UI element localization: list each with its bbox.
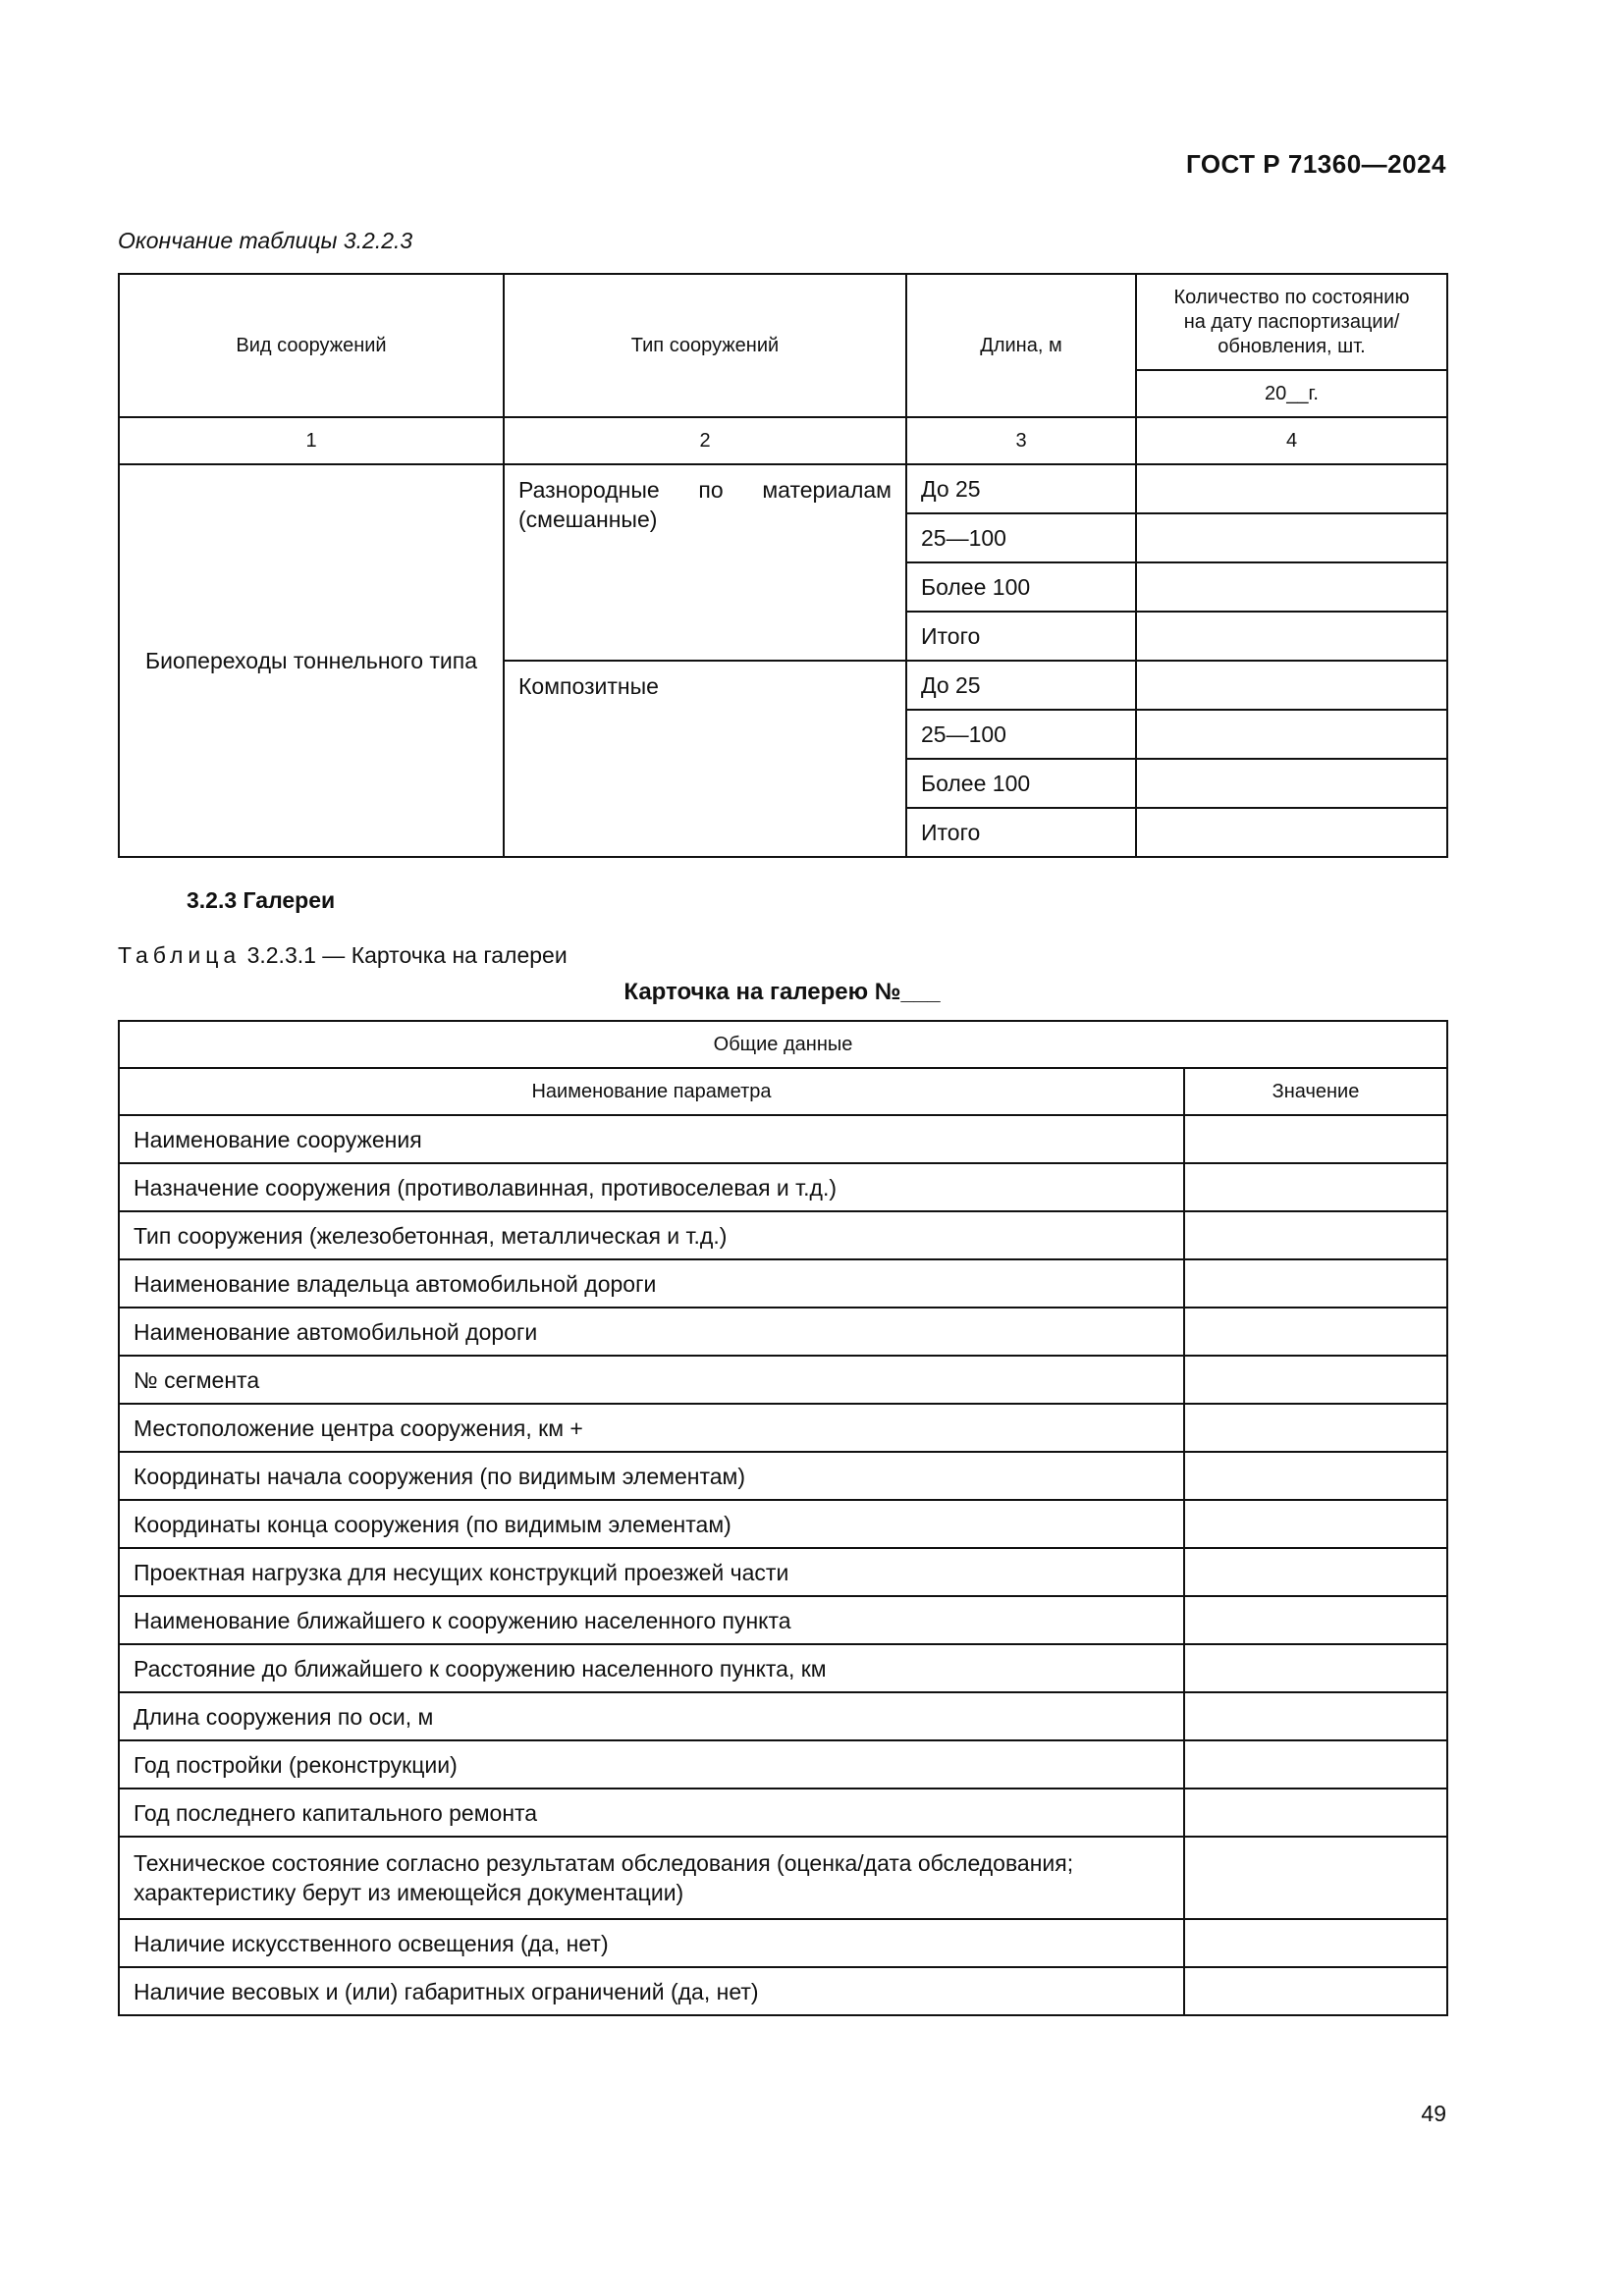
- parameter-value[interactable]: [1184, 1692, 1447, 1740]
- parameter-name: Наименование ближайшего к сооружению населенного пункта: [119, 1596, 1184, 1644]
- continuation-caption: Окончание таблицы 3.2.2.3: [118, 228, 413, 253]
- parameter-value[interactable]: [1184, 1837, 1447, 1919]
- parameter-value[interactable]: [1184, 1500, 1447, 1548]
- column-number: 2: [504, 417, 906, 464]
- page-number: 49: [1421, 2101, 1446, 2126]
- parameter-name: Наличие весовых и (или) габаритных ограничений (да, нет): [119, 1967, 1184, 2015]
- structure-kind-cell: Биопереходы тоннельного типа: [119, 464, 504, 857]
- count-cell[interactable]: [1136, 612, 1447, 661]
- length-cell: 25—100: [906, 710, 1136, 759]
- parameter-name: Техническое состояние согласно результатам обследования (оценка/дата обследования; характеристику берут из имеющейся документации): [119, 1837, 1184, 1919]
- parameter-value[interactable]: [1184, 1163, 1447, 1211]
- count-cell[interactable]: [1136, 759, 1447, 808]
- parameter-value[interactable]: [1184, 1919, 1447, 1967]
- parameter-name: № сегмента: [119, 1356, 1184, 1404]
- parameter-value[interactable]: [1184, 1789, 1447, 1837]
- parameter-name: Проектная нагрузка для несущих конструкций проезжей части: [119, 1548, 1184, 1596]
- header-structure-kind: Вид сооружений: [119, 274, 504, 417]
- parameter-name-header: Наименование параметра: [119, 1068, 1184, 1115]
- parameter-name: Наименование сооружения: [119, 1115, 1184, 1163]
- parameter-name: Наименование владельца автомобильной дороги: [119, 1259, 1184, 1308]
- parameter-value[interactable]: [1184, 1115, 1447, 1163]
- parameter-name: Координаты конца сооружения (по видимым элементам): [119, 1500, 1184, 1548]
- document-id: ГОСТ Р 71360—2024: [1185, 149, 1446, 179]
- parameter-name: Год последнего капитального ремонта: [119, 1789, 1184, 1837]
- header-count: Количество по состоянию на дату паспортизации/ обновления, шт.: [1136, 274, 1447, 370]
- structures-count-table: [118, 273, 1448, 858]
- value-header: Значение: [1184, 1068, 1447, 1115]
- count-cell[interactable]: [1136, 808, 1447, 857]
- gallery-card-table: [118, 1020, 1448, 2016]
- section-title: 3.2.3 Галереи: [187, 887, 336, 913]
- length-cell: Более 100: [906, 562, 1136, 612]
- parameter-value[interactable]: [1184, 1967, 1447, 2015]
- header-year: 20__г.: [1136, 370, 1447, 417]
- parameter-value[interactable]: [1184, 1308, 1447, 1356]
- parameter-value[interactable]: [1184, 1259, 1447, 1308]
- count-cell[interactable]: [1136, 710, 1447, 759]
- parameter-value[interactable]: [1184, 1211, 1447, 1259]
- count-cell[interactable]: [1136, 661, 1447, 710]
- parameter-value[interactable]: [1184, 1596, 1447, 1644]
- parameter-value[interactable]: [1184, 1740, 1447, 1789]
- parameter-name: Наличие искусственного освещения (да, нет): [119, 1919, 1184, 1967]
- length-cell: Итого: [906, 612, 1136, 661]
- count-cell[interactable]: [1136, 513, 1447, 562]
- count-cell[interactable]: [1136, 562, 1447, 612]
- parameter-name: Длина сооружения по оси, м: [119, 1692, 1184, 1740]
- parameter-name: Назначение сооружения (противолавинная, противоселевая и т.д.): [119, 1163, 1184, 1211]
- structure-type-cell: Композитные: [504, 661, 906, 857]
- parameter-value[interactable]: [1184, 1644, 1447, 1692]
- table-caption-text: 3.2.3.1 — Карточка на галереи: [246, 942, 568, 968]
- parameter-name: Местоположение центра сооружения, км +: [119, 1404, 1184, 1452]
- header-length: Длина, м: [906, 274, 1136, 417]
- parameter-name: Тип сооружения (железобетонная, металлическая и т.д.): [119, 1211, 1184, 1259]
- header-structure-type: Тип сооружений: [504, 274, 906, 417]
- parameter-name: Год постройки (реконструкции): [119, 1740, 1184, 1789]
- parameter-value[interactable]: [1184, 1356, 1447, 1404]
- count-cell[interactable]: [1136, 464, 1447, 513]
- parameter-value[interactable]: [1184, 1548, 1447, 1596]
- structure-type-cell: Разнородные по материалам (смешанные): [504, 464, 906, 661]
- length-cell: До 25: [906, 464, 1136, 513]
- card-title: Карточка на галерею №___: [623, 979, 941, 1005]
- parameter-name: Расстояние до ближайшего к сооружению населенного пункта, км: [119, 1644, 1184, 1692]
- length-cell: Итого: [906, 808, 1136, 857]
- general-data-header: Общие данные: [119, 1021, 1447, 1068]
- parameter-value[interactable]: [1184, 1404, 1447, 1452]
- parameter-name: Наименование автомобильной дороги: [119, 1308, 1184, 1356]
- table-caption-label: Таблица: [118, 942, 242, 968]
- table-caption: [118, 942, 568, 969]
- parameter-value[interactable]: [1184, 1452, 1447, 1500]
- column-number: 1: [119, 417, 504, 464]
- length-cell: Более 100: [906, 759, 1136, 808]
- column-number: 3: [906, 417, 1136, 464]
- parameter-name: Координаты начала сооружения (по видимым элементам): [119, 1452, 1184, 1500]
- column-number: 4: [1136, 417, 1447, 464]
- length-cell: 25—100: [906, 513, 1136, 562]
- length-cell: До 25: [906, 661, 1136, 710]
